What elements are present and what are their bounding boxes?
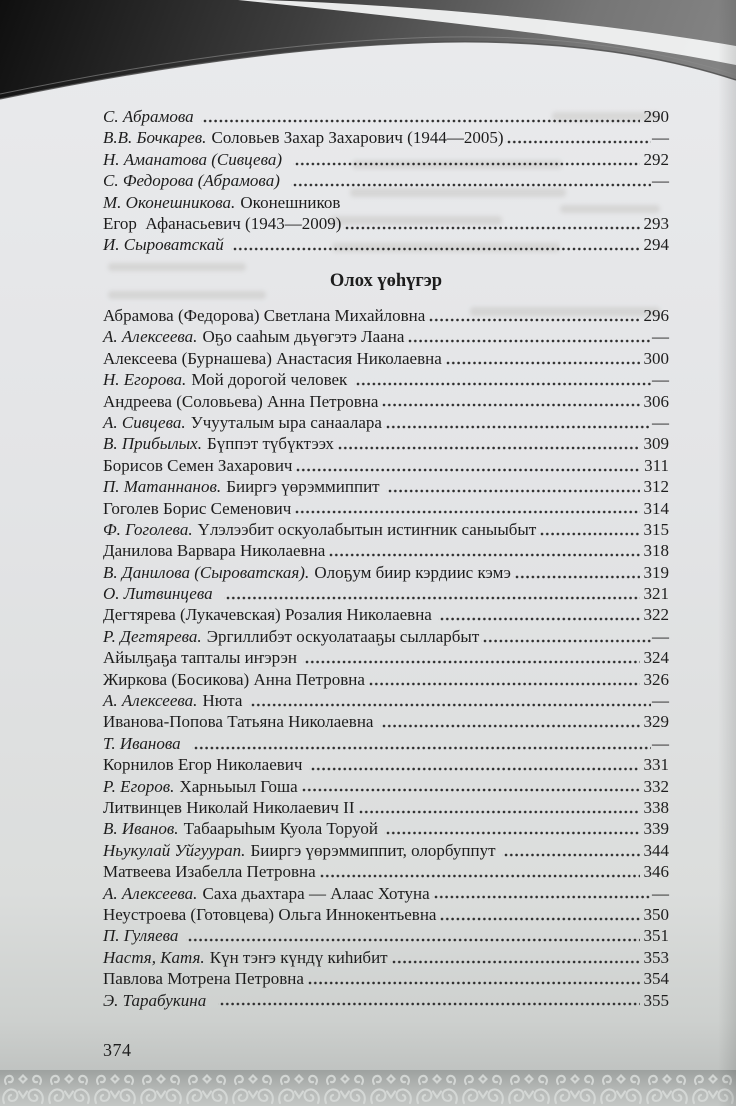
entry-title: Учууталым ыра санаалара (190, 412, 382, 432)
toc-entry (103, 776, 669, 797)
entry-title: Абрамова (Федорова) Светлана Михайловна (103, 306, 426, 325)
toc-entry (103, 106, 669, 127)
entry-page-number: — (652, 883, 669, 903)
entry-page-number: 324 (643, 648, 669, 668)
entry-page-number: 293 (643, 213, 669, 233)
entry-title: Оконешников (240, 192, 341, 212)
dot-leader (538, 519, 639, 540)
entry-author: В. Данилова (Сыроватская). (103, 562, 310, 582)
entry-title: Оҕо сааһым дьүөгэтэ Лаана (202, 327, 405, 347)
dot-leader (444, 348, 640, 369)
entry-title: Дегтярева (Лукачевская) Розалия Николаевна (103, 605, 437, 625)
entry-page-number: — (652, 171, 669, 191)
entry-author: Р. Егоров. (103, 776, 175, 796)
toc-entry (103, 904, 669, 925)
entry-author: М. Оконешникова. (103, 192, 236, 212)
entry-title: Күн тэҥэ күндү киһибит (209, 947, 388, 967)
toc-entry (103, 433, 669, 454)
toc-entry (103, 391, 669, 412)
toc-entry (103, 968, 669, 989)
entry-page-number: 296 (643, 306, 669, 325)
dot-leader (309, 754, 640, 775)
entry-page-number: 322 (643, 605, 669, 625)
toc-entry (103, 305, 669, 326)
dot-leader (438, 604, 639, 625)
dot-leader (218, 990, 640, 1011)
entry-title: Табаарыһым Куола Торуой (183, 819, 383, 839)
dot-leader (502, 840, 640, 861)
dot-leader (432, 883, 651, 904)
entry-title: Харньыыл Гоша (179, 776, 298, 796)
entry-page-number: 355 (643, 990, 669, 1010)
entry-page-number: 354 (643, 969, 669, 989)
toc-entry (103, 234, 669, 255)
entry-page-number: 292 (643, 149, 669, 169)
entry-author: Н. Аманатова (Сивцева) (103, 149, 287, 169)
entry-title: Үлэлээбит оскуолабытын истиҥник саныыбыт (197, 519, 537, 539)
entry-author: Ф. Гоголева. (103, 519, 193, 539)
dot-leader (513, 562, 640, 583)
entry-page-number: 321 (643, 584, 669, 604)
dot-leader (231, 234, 640, 255)
toc-entry (103, 647, 669, 668)
toc-entry (103, 840, 669, 861)
entry-title: Гоголев Борис Семенович (103, 498, 292, 518)
dot-leader (291, 170, 651, 191)
entry-author: В. Иванов. (103, 819, 179, 839)
dot-leader (306, 968, 640, 989)
dot-leader (300, 776, 640, 797)
toc-entry (103, 626, 669, 647)
section-header: Олох үөһүгэр (329, 271, 443, 291)
toc-entry (103, 149, 669, 170)
entry-title: Неустроева (Готовцева) Ольга Иннокентьевна (103, 904, 437, 924)
dot-leader (380, 391, 639, 412)
entry-author: Настя, Катя. (103, 947, 205, 967)
entry-page-number: 315 (643, 519, 669, 539)
entry-page-number: 314 (643, 498, 669, 518)
entry-author: П. Гуляева (103, 926, 179, 946)
page-number: 374 (103, 1040, 132, 1060)
entry-title: Бииргэ үөрэммиппит, олорбуппут (250, 840, 500, 860)
toc-entry (103, 861, 669, 882)
entry-author: И. Сыроватскай (103, 235, 224, 255)
entry-page-number: 344 (643, 840, 669, 860)
entry-title: Егор Афанасьевич (1943—2009) (103, 213, 342, 233)
dot-leader (318, 861, 640, 882)
entry-title: Олоҕум биир кэрдиис кэмэ (314, 562, 511, 582)
entry-author: А. Алексеева. (103, 691, 198, 711)
toc-entry (103, 127, 669, 148)
entry-title: Матвеева Изабелла Петровна (103, 862, 316, 882)
toc-entry (103, 455, 669, 476)
entry-page-number: — (652, 412, 669, 432)
toc-entry (103, 669, 669, 690)
entry-page-number: 300 (643, 348, 669, 368)
entry-page-number: 306 (643, 391, 669, 411)
toc-entry (103, 369, 669, 390)
entry-author: В. Прибылых. (103, 434, 202, 454)
toc-entry (103, 690, 669, 711)
toc-entry (103, 540, 669, 561)
entry-author: С. Федорова (Абрамова) (103, 171, 285, 191)
dot-leader (249, 690, 651, 711)
toc-entry (103, 519, 669, 540)
dot-leader (354, 369, 651, 390)
entry-title: Алексеева (Бурнашева) Анастасия Николаевна (103, 348, 442, 368)
entry-page-number: 290 (643, 107, 669, 126)
dot-leader (294, 455, 640, 476)
dot-leader (192, 733, 651, 754)
dot-leader (343, 213, 639, 234)
toc-entry (103, 754, 669, 775)
dot-leader (386, 476, 640, 497)
toc-entry (103, 498, 669, 519)
entry-author: А. Алексеева. (103, 883, 198, 903)
dot-leader (293, 149, 639, 170)
toc-entry (103, 326, 669, 347)
entry-page-number: 309 (643, 434, 669, 454)
dot-leader (390, 947, 640, 968)
toc-entry (103, 476, 669, 497)
entry-author: А. Сивцева. (103, 412, 186, 432)
dot-leader (201, 106, 640, 127)
dot-leader (438, 904, 639, 925)
entry-page-number: 311 (644, 455, 669, 475)
entry-page-number: 326 (643, 669, 669, 689)
dot-leader (303, 647, 639, 668)
entry-page-number: — (652, 733, 669, 753)
entry-author: В.В. Бочкарев. (103, 128, 207, 148)
toc-entry (103, 412, 669, 433)
entry-page-number: 351 (643, 926, 669, 946)
dot-leader (357, 797, 640, 818)
entry-page-number: 346 (643, 862, 669, 882)
entry-title: Эргиллибэт оскуолатааҕы сылларбыт (206, 626, 480, 646)
entry-page-number: 312 (643, 477, 669, 497)
dot-leader (505, 127, 651, 148)
toc-entry (103, 604, 669, 625)
entry-title: Мой дорогой человек (191, 370, 352, 390)
entry-title: Нюта (202, 691, 247, 711)
entry-title: Саха дьахтара — Алаас Хотуна (202, 883, 430, 903)
entry-title: Корнилов Егор Николаевич (103, 755, 307, 775)
dot-leader (427, 305, 639, 326)
entry-page-number: 331 (643, 755, 669, 775)
dot-leader (481, 626, 651, 647)
toc-entry (103, 925, 669, 946)
dot-leader (336, 433, 640, 454)
entry-author: П. Матаннанов. (103, 477, 222, 497)
entry-page-number: 332 (643, 776, 669, 796)
dot-leader (293, 498, 639, 519)
dot-leader (406, 326, 651, 347)
toc-entry (103, 818, 669, 839)
entry-title: Иванова-Попова Татьяна Николаевна (103, 712, 378, 732)
entry-title: Борисов Семен Захарович (103, 455, 293, 475)
dot-leader (186, 925, 640, 946)
toc-main-block (103, 305, 669, 1011)
dot-leader (327, 540, 639, 561)
dot-leader (384, 412, 651, 433)
entry-title: Жиркова (Босикова) Анна Петровна (103, 669, 365, 689)
toc-entry (103, 213, 669, 234)
toc-entry (103, 797, 669, 818)
entry-page-number: 338 (643, 797, 669, 817)
entry-author: Н. Егорова. (103, 370, 187, 390)
toc-entry (103, 733, 669, 754)
toc-entry (103, 562, 669, 583)
entry-page-number: 319 (643, 562, 669, 582)
entry-page-number: — (652, 626, 669, 646)
entry-author: Т. Иванова (103, 733, 185, 753)
entry-author: С. Абрамова (103, 107, 194, 126)
entry-page-number: — (652, 128, 669, 148)
entry-page-number: 294 (643, 235, 669, 255)
entry-author: А. Алексеева. (103, 327, 198, 347)
entry-title: Бииргэ үөрэммиппит (226, 477, 384, 497)
toc-entry (103, 170, 669, 191)
toc-entry (103, 348, 669, 369)
dot-leader (224, 583, 640, 604)
entry-title: Павлова Мотрена Петровна (103, 969, 304, 989)
entry-page-number: 353 (643, 947, 669, 967)
toc-entry (103, 711, 669, 732)
entry-title: Бүппэт түбүктээх (207, 434, 334, 454)
toc-entry (103, 990, 669, 1011)
entry-page-number: 339 (643, 819, 669, 839)
toc-entry (103, 883, 669, 904)
toc-entry (103, 192, 669, 213)
entry-author: Ньукулай Уйгуурап. (103, 840, 246, 860)
yakut-ornament-border (0, 1072, 736, 1106)
entry-page-number: — (652, 327, 669, 347)
entry-title: Соловьев Захар Захарович (1944—2005) (211, 128, 504, 148)
toc-entry (103, 583, 669, 604)
entry-page-number: — (652, 370, 669, 390)
entry-page-number: 318 (643, 541, 669, 561)
entry-author: Э. Тарабукина (103, 990, 211, 1010)
entry-page-number: 350 (643, 904, 669, 924)
entry-title: Литвинцев Николай Николаевич II (103, 797, 355, 817)
entry-page-number: — (652, 691, 669, 711)
dot-leader (367, 669, 640, 690)
entry-page-number: 329 (643, 712, 669, 732)
toc-entry (103, 947, 669, 968)
toc-top-block (103, 106, 669, 256)
entry-title: Айылҕаҕа тапталы иҥэрэн (103, 648, 302, 668)
entry-author: О. Литвинцева (103, 584, 217, 604)
entry-author: Р. Дегтярева. (103, 626, 202, 646)
entry-title: Данилова Варвара Николаевна (103, 541, 326, 561)
entry-title: Андреева (Соловьева) Анна Петровна (103, 391, 379, 411)
dot-leader (380, 711, 640, 732)
dot-leader (384, 818, 639, 839)
